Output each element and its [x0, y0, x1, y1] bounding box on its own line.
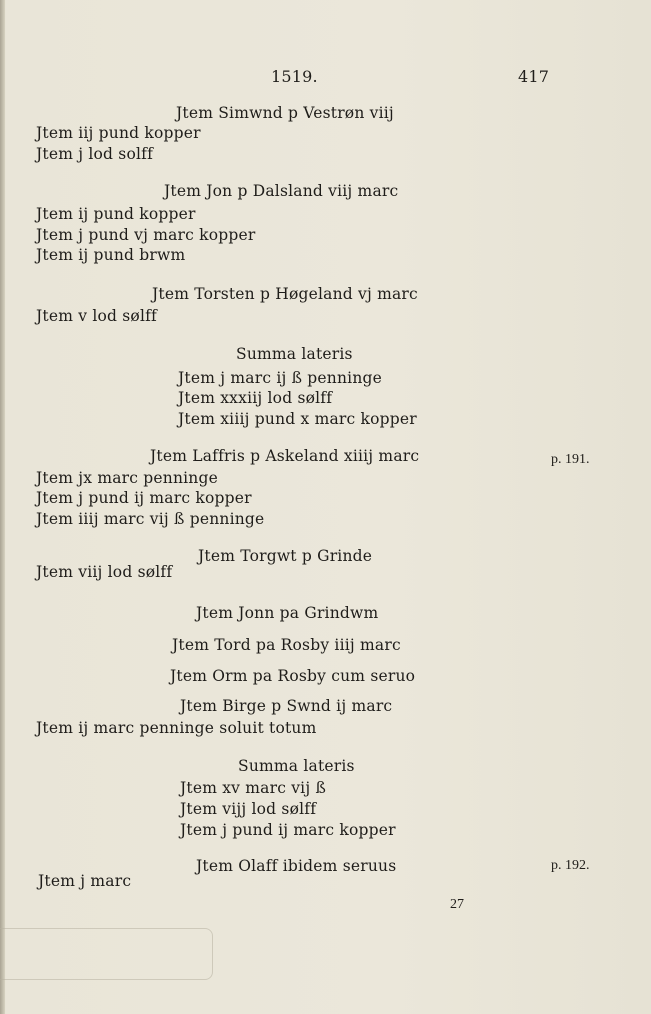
signature-mark: 27 [450, 897, 464, 912]
entry-line: Jtem v lod sølff [36, 307, 157, 325]
entry-line: Jtem Orm pa Rosby cum seruo [170, 667, 416, 685]
entry-line: Jtem ij pund kopper [36, 205, 196, 223]
entry-line: Jtem iij pund kopper [36, 124, 201, 142]
entry-line: Jtem j marc [38, 872, 132, 890]
page-gutter-shadow [0, 0, 5, 1014]
entry-line: Jtem Torsten p Høgeland vj marc [152, 285, 418, 303]
entry-line: Jtem Olaff ibidem seruus [196, 857, 397, 875]
entry-line: Jtem Tord pa Rosby iiij marc [172, 636, 401, 654]
margin-page-reference: p. 192. [551, 858, 590, 873]
summa-heading: Summa lateris [236, 345, 353, 363]
entry-line: Jtem Jon p Dalsland viij marc [164, 182, 399, 200]
entry-line: Jtem viij lod sølff [36, 563, 173, 581]
entry-line: Jtem j pund vj marc kopper [36, 226, 256, 244]
running-head-year: 1519. [271, 67, 318, 86]
entry-line: Jtem Simwnd p Vestrøn viij [176, 104, 394, 122]
entry-line: Jtem ij marc penninge soluit totum [36, 719, 317, 737]
entry-line: Jtem j lod solff [36, 145, 154, 163]
summa-heading: Summa lateris [238, 757, 355, 775]
page-number: 417 [518, 67, 550, 86]
entry-line: Jtem iiij marc vij ß penninge [36, 510, 265, 528]
entry-line: Jtem xv marc vij ß [180, 779, 327, 797]
entry-line: Jtem xxxiij lod sølff [178, 389, 333, 407]
binding-mark [0, 928, 213, 980]
entry-line: Jtem j pund ij marc kopper [36, 489, 252, 507]
entry-line: Jtem Laffris p Askeland xiiij marc [150, 447, 420, 465]
entry-line: Jtem Jonn pa Grindwm [196, 604, 379, 622]
entry-line: Jtem j pund ij marc kopper [180, 821, 396, 839]
entry-line: Jtem jx marc penninge [36, 469, 218, 487]
entry-line: Jtem xiiij pund x marc kopper [178, 410, 417, 428]
entry-line: Jtem ij pund brwm [36, 246, 186, 264]
entry-line: Jtem j marc ij ß penninge [178, 369, 382, 387]
entry-line: Jtem vijj lod sølff [180, 800, 317, 818]
margin-page-reference: p. 191. [551, 452, 590, 467]
entry-line: Jtem Torgwt p Grinde [198, 547, 373, 565]
entry-line: Jtem Birge p Swnd ij marc [180, 697, 393, 715]
